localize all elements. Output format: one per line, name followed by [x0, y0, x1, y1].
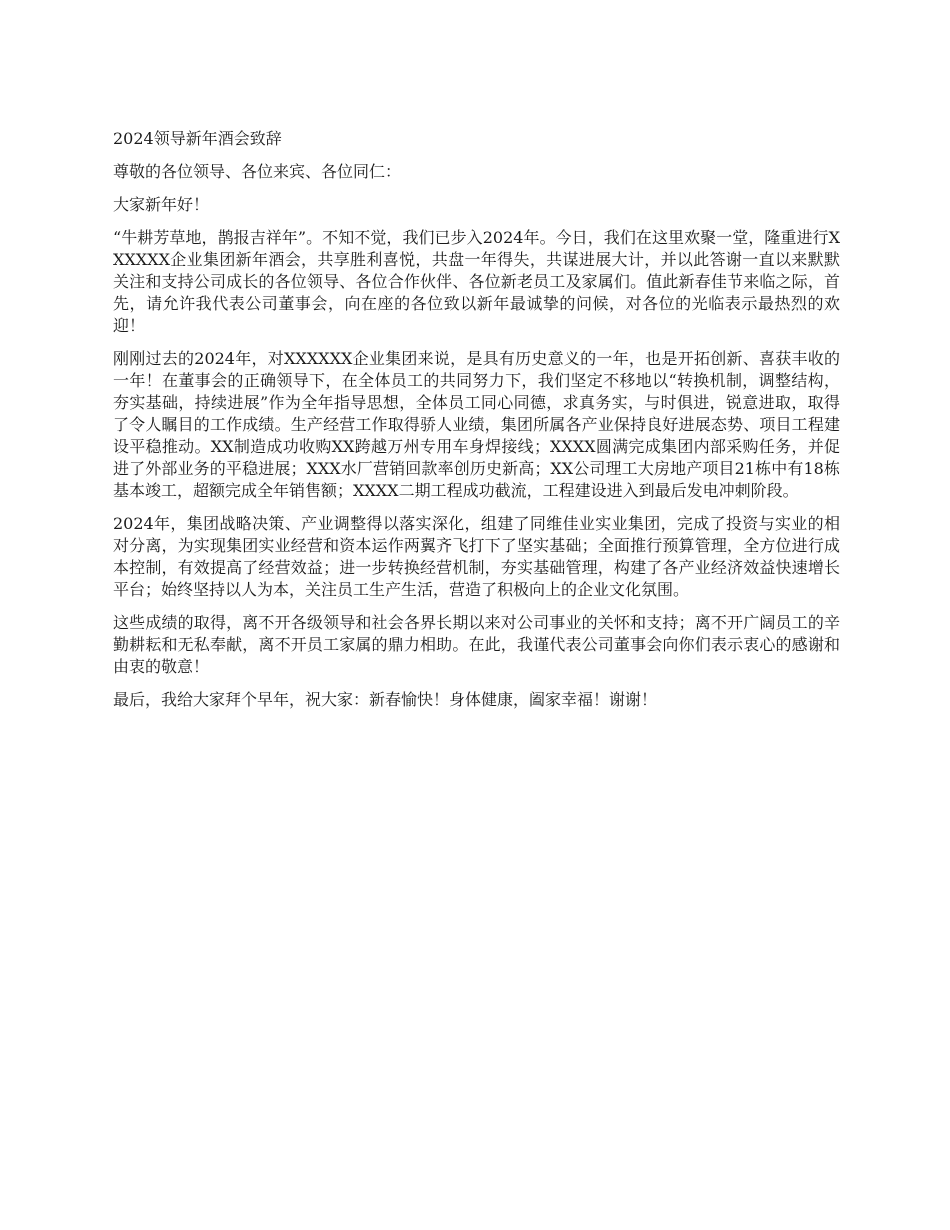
- paragraph-closing: 最后，我给大家拜个早年，祝大家：新春愉快！身体健康，阖家幸福！谢谢！: [113, 690, 658, 709]
- paragraph-opening: “牛耕芳草地，鹊报吉祥年”。不知不觉，我们已步入2024年。今日，我们在这里欢聚一堂，隆重进行XXXXXX企业集团新年酒会，共享胜利喜悦，共盘一年得失，共谋进展大计，并以此答谢一直以来默默关注和支持公司成长的各位领导、各位合作伙伴、各位新老员工及家属们。值此新春佳节来临之际，首先，请允许我代表公司董事会，向在座的各位致以新年最诚挚的问候，对各位的光临表示最热烈的欢迎！: [113, 228, 840, 335]
- paragraph-achievements: 刚刚过去的2024年，对XXXXXX企业集团来说，是具有历史意义的一年，也是开拓创新、喜获丰收的一年！在董事会的正确领导下，在全体员工的共同努力下，我们坚定不移地以“转换机制，调整结构，夯实基础，持续进展”作为全年指导思想，全体员工同心同德，求真务实，与时俱进，锐意进取，取得了令人瞩目的工作成绩。生产经营工作取得骄人业绩，集团所属各产业保持良好进展态势、项目工程建设平稳推动。XX制造成功收购XX跨越万州专用车身焊接线；XXXX圆满完成集团内部采购任务，并促进了外部业务的平稳进展；XXX水厂营销回款率创历史新高；XX公司理工大房地产项目21栋中有18栋基本竣工，超额完成全年销售额；XXXX二期工程成功截流，工程建设进入到最后发电冲刺阶段。: [113, 349, 840, 500]
- document-title: 2024领导新年酒会致辞: [113, 129, 282, 148]
- paragraph-strategy: 2024年，集团战略决策、产业调整得以落实深化，组建了同维佳业实业集团，完成了投资与实业的相对分离，为实现集团实业经营和资本运作两翼齐飞打下了坚实基础；全面推行预算管理，全方位进行成本控制，有效提高了经营效益；进一步转换经营机制，夯实基础管理，构建了各产业经济效益快速增长平台；始终坚持以人为本，关注员工生产生活，营造了积极向上的企业文化氛围。: [113, 514, 840, 599]
- document-body: [113, 128, 840, 722]
- greeting: 大家新年好！: [113, 195, 210, 214]
- paragraph-thanks: 这些成绩的取得，离不开各级领导和社会各界长期以来对公司事业的关怀和支持；离不开广阔员工的辛勤耕耘和无私奉献，离不开员工家属的鼎力相助。在此，我谨代表公司董事会向你们表示衷心的感谢和由衷的敬意！: [113, 613, 840, 676]
- salutation: 尊敬的各位领导、各位来宾、各位同仁：: [113, 162, 402, 181]
